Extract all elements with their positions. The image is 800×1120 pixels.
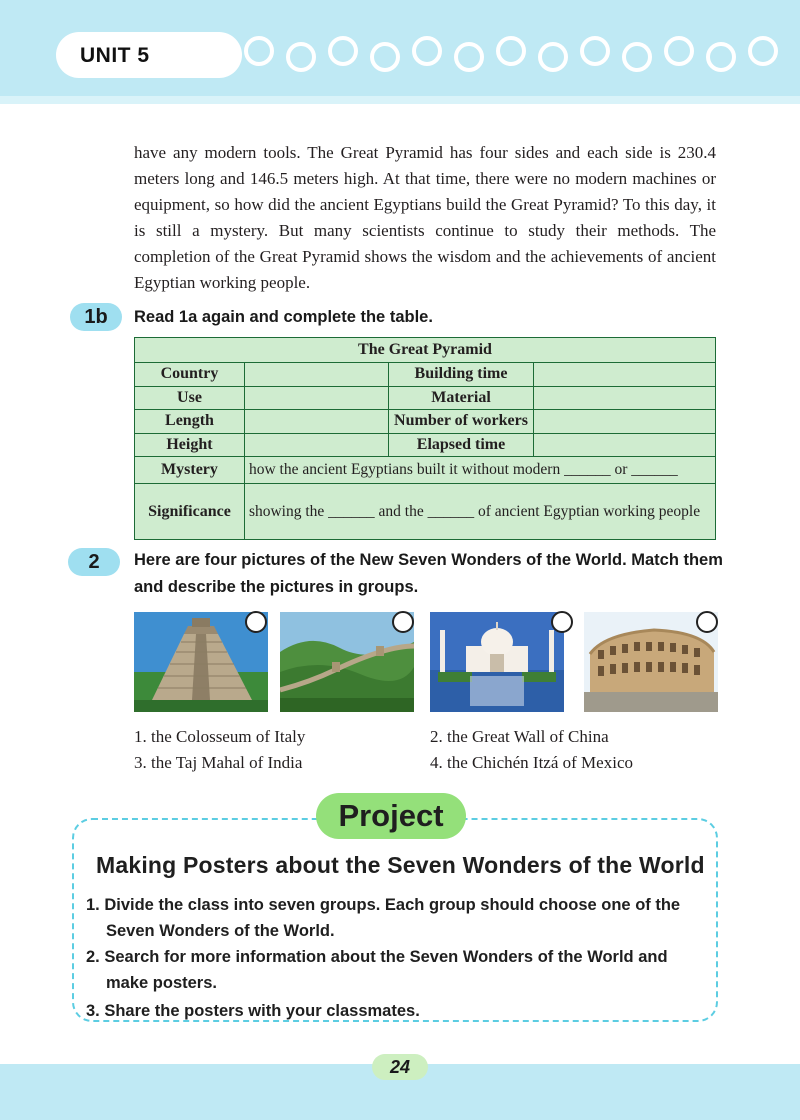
great-pyramid-table <box>134 337 716 540</box>
header-ring-decoration <box>664 36 694 66</box>
header-ring-decoration <box>286 42 316 72</box>
answer-circle-1[interactable] <box>245 611 267 633</box>
header-ring-decoration <box>328 36 358 66</box>
option-1: 1. the Colosseum of Italy <box>134 727 306 746</box>
header-ring-decoration <box>706 42 736 72</box>
project-step-1: 1. Divide the class into seven groups. Each group should choose one of the Seven Wonders of the World. <box>86 896 681 940</box>
table-row <box>135 457 716 484</box>
label-country: Country <box>135 363 245 387</box>
section-badge-1b: 1b <box>70 303 122 331</box>
header-ring-decoration <box>454 42 484 72</box>
label-mystery: Mystery <box>135 457 245 484</box>
answer-number-of-workers[interactable] <box>534 410 716 434</box>
answer-country[interactable] <box>244 363 388 387</box>
answer-material[interactable] <box>534 386 716 410</box>
unit-label: UNIT 5 <box>80 44 150 67</box>
label-building-time: Building time <box>388 363 534 387</box>
answer-building-time[interactable] <box>534 363 716 387</box>
label-height: Height <box>135 433 245 457</box>
header-ring-decoration <box>244 36 274 66</box>
mystery-text[interactable]: how the ancient Egyptians built it without modern ______ or ______ <box>244 457 715 484</box>
answer-circle-4[interactable] <box>696 611 718 633</box>
project-heading: Making Posters about the Seven Wonders of the World <box>96 852 705 878</box>
header-ring-decoration <box>538 42 568 72</box>
option-3: 3. the Taj Mahal of India <box>134 753 303 772</box>
header-ring-decoration <box>622 42 652 72</box>
label-number-of-workers: Number of workers <box>388 410 534 434</box>
header-ring-decoration <box>580 36 610 66</box>
header-ring-decoration <box>370 42 400 72</box>
table-row <box>135 433 716 457</box>
header-ring-decoration <box>496 36 526 66</box>
table-row <box>135 386 716 410</box>
option-4: 4. the Chichén Itzá of Mexico <box>430 753 633 772</box>
answer-elapsed-time[interactable] <box>534 433 716 457</box>
header-divider <box>0 96 800 104</box>
instruction-1b: Read 1a again and complete the table. <box>134 308 433 326</box>
page-number: 24 <box>389 1057 411 1077</box>
label-elapsed-time: Elapsed time <box>388 433 534 457</box>
answer-length[interactable] <box>244 410 388 434</box>
answer-height[interactable] <box>244 433 388 457</box>
instruction-2: Here are four pictures of the New Seven Wonders of the World. Match them and describe the pictures in groups. <box>134 551 723 596</box>
project-step-3: 3. Share the posters with your classmates. <box>86 1002 420 1020</box>
table-title: The Great Pyramid <box>135 338 716 363</box>
table-row <box>135 410 716 434</box>
table-row <box>135 363 716 387</box>
reading-passage: have any modern tools. The Great Pyramid has four sides and each side is 230.4 meters long and 146.5 meters high. At that time, there were no modern machines or equipment, so how did the ancient Egyptians build the Great Pyramid? To this day, it is still a mystery. But many scientists continue to study their methods. The completion of the Great Pyramid shows the wisdom and the achievements of ancient Egyptian working people. <box>134 143 716 292</box>
label-use: Use <box>135 386 245 410</box>
table-row <box>135 484 716 540</box>
answer-circle-3[interactable] <box>551 611 573 633</box>
header-ring-decoration <box>748 36 778 66</box>
label-length: Length <box>135 410 245 434</box>
section-badge-2: 2 <box>68 548 120 576</box>
answer-use[interactable] <box>244 386 388 410</box>
header-ring-decoration <box>412 36 442 66</box>
option-2: 2. the Great Wall of China <box>430 727 609 746</box>
answer-circle-2[interactable] <box>392 611 414 633</box>
label-significance: Significance <box>135 484 245 540</box>
significance-text[interactable]: showing the ______ and the ______ of ancient Egyptian working people <box>244 484 715 540</box>
project-step-2: 2. Search for more information about the Seven Wonders of the World and make posters. <box>86 948 668 992</box>
picture-taj-mahal <box>430 612 564 712</box>
label-material: Material <box>388 386 534 410</box>
project-title: Project <box>338 798 444 833</box>
